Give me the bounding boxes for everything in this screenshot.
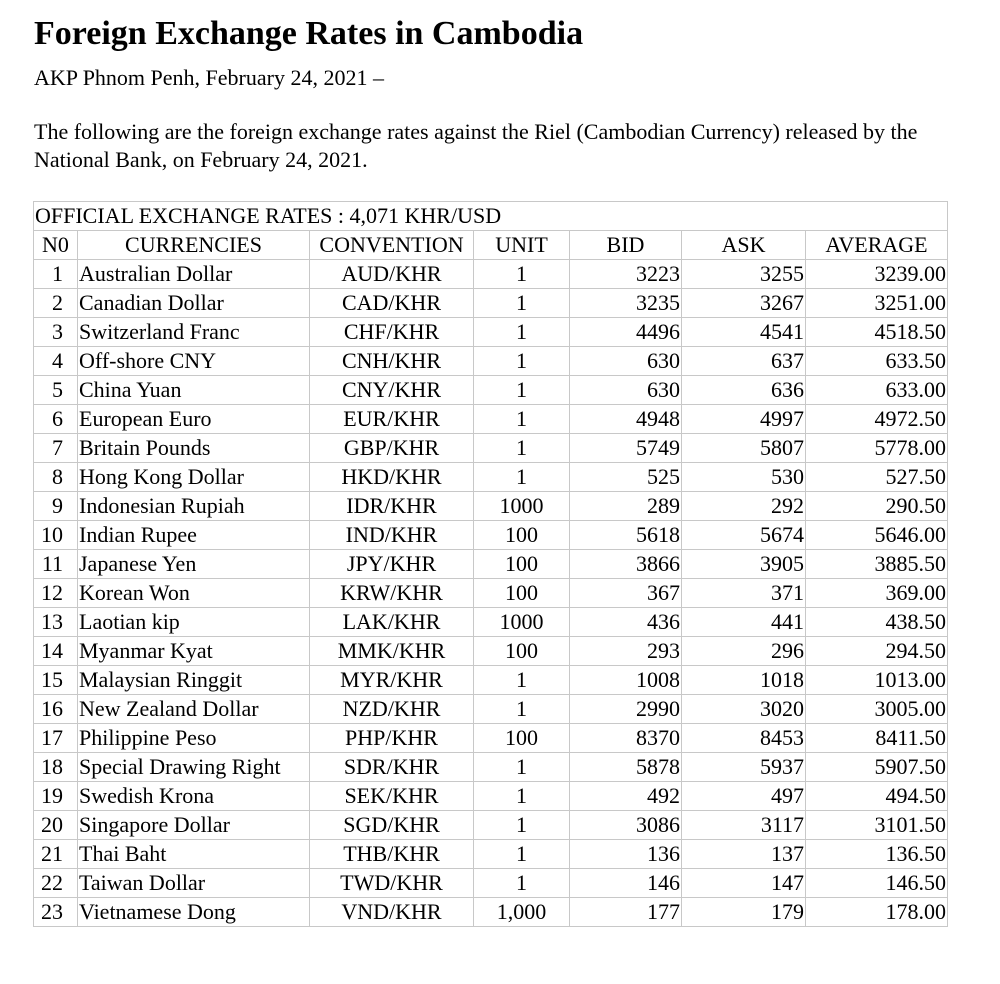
cell-bid: 630: [570, 347, 682, 376]
cell-currency: Indonesian Rupiah: [78, 492, 310, 521]
cell-convention: TWD/KHR: [310, 869, 474, 898]
cell-no: 17: [34, 724, 78, 753]
cell-currency: Indian Rupee: [78, 521, 310, 550]
cell-ask: 147: [682, 869, 806, 898]
dateline: AKP Phnom Penh, February 24, 2021 –: [34, 65, 384, 90]
cell-average: 3005.00: [806, 695, 948, 724]
cell-unit: 100: [474, 550, 570, 579]
cell-bid: 4496: [570, 318, 682, 347]
cell-unit: 1: [474, 289, 570, 318]
cell-convention: CNH/KHR: [310, 347, 474, 376]
cell-no: 8: [34, 463, 78, 492]
cell-currency: Britain Pounds: [78, 434, 310, 463]
column-header-convention: CONVENTION: [310, 231, 474, 260]
table-row: [34, 724, 948, 753]
cell-average: 5778.00: [806, 434, 948, 463]
cell-unit: 1: [474, 376, 570, 405]
cell-no: 5: [34, 376, 78, 405]
cell-average: 1013.00: [806, 666, 948, 695]
cell-average: 3885.50: [806, 550, 948, 579]
cell-convention: HKD/KHR: [310, 463, 474, 492]
cell-currency: Myanmar Kyat: [78, 637, 310, 666]
cell-bid: 289: [570, 492, 682, 521]
cell-unit: 1000: [474, 608, 570, 637]
cell-ask: 3267: [682, 289, 806, 318]
cell-average: 290.50: [806, 492, 948, 521]
cell-ask: 137: [682, 840, 806, 869]
cell-convention: CNY/KHR: [310, 376, 474, 405]
table-row: [34, 608, 948, 637]
cell-convention: VND/KHR: [310, 898, 474, 927]
cell-convention: SDR/KHR: [310, 753, 474, 782]
cell-no: 13: [34, 608, 78, 637]
cell-no: 3: [34, 318, 78, 347]
cell-ask: 3117: [682, 811, 806, 840]
cell-unit: 100: [474, 579, 570, 608]
table-row: [34, 782, 948, 811]
cell-unit: 1: [474, 260, 570, 289]
cell-unit: 1,000: [474, 898, 570, 927]
column-header-bid: BID: [570, 231, 682, 260]
cell-no: 15: [34, 666, 78, 695]
cell-unit: 1: [474, 666, 570, 695]
table-row: [34, 260, 948, 289]
cell-average: 178.00: [806, 898, 948, 927]
cell-convention: LAK/KHR: [310, 608, 474, 637]
cell-convention: SGD/KHR: [310, 811, 474, 840]
cell-average: 136.50: [806, 840, 948, 869]
cell-bid: 4948: [570, 405, 682, 434]
column-header-unit: UNIT: [474, 231, 570, 260]
cell-unit: 1: [474, 782, 570, 811]
cell-bid: 8370: [570, 724, 682, 753]
cell-convention: THB/KHR: [310, 840, 474, 869]
cell-average: 4972.50: [806, 405, 948, 434]
cell-convention: IDR/KHR: [310, 492, 474, 521]
cell-unit: 1000: [474, 492, 570, 521]
cell-bid: 630: [570, 376, 682, 405]
table-row: [34, 289, 948, 318]
cell-currency: Singapore Dollar: [78, 811, 310, 840]
cell-convention: NZD/KHR: [310, 695, 474, 724]
cell-unit: 1: [474, 840, 570, 869]
cell-ask: 636: [682, 376, 806, 405]
table-row: [34, 666, 948, 695]
cell-unit: 1: [474, 869, 570, 898]
exchange-rates-table: [33, 201, 948, 927]
cell-ask: 3255: [682, 260, 806, 289]
cell-convention: EUR/KHR: [310, 405, 474, 434]
cell-unit: 1: [474, 318, 570, 347]
cell-average: 633.50: [806, 347, 948, 376]
column-header-average: AVERAGE: [806, 231, 948, 260]
cell-unit: 1: [474, 695, 570, 724]
table-row: [34, 898, 948, 927]
cell-average: 8411.50: [806, 724, 948, 753]
cell-bid: 3086: [570, 811, 682, 840]
cell-no: 9: [34, 492, 78, 521]
cell-bid: 3235: [570, 289, 682, 318]
table-row: [34, 579, 948, 608]
cell-no: 14: [34, 637, 78, 666]
cell-convention: CHF/KHR: [310, 318, 474, 347]
cell-bid: 177: [570, 898, 682, 927]
intro-paragraph: The following are the foreign exchange rates against the Riel (Cambodian Currency) released by the National Bank, on February 24, 2021.: [34, 119, 918, 172]
official-rate-row: [34, 202, 948, 231]
page-title: Foreign Exchange Rates in Cambodia: [34, 15, 584, 52]
cell-currency: Philippine Peso: [78, 724, 310, 753]
table-row: [34, 347, 948, 376]
cell-no: 18: [34, 753, 78, 782]
cell-unit: 1: [474, 753, 570, 782]
cell-ask: 530: [682, 463, 806, 492]
cell-bid: 367: [570, 579, 682, 608]
cell-currency: Japanese Yen: [78, 550, 310, 579]
column-header-currencies: CURRENCIES: [78, 231, 310, 260]
cell-bid: 146: [570, 869, 682, 898]
cell-currency: Switzerland Franc: [78, 318, 310, 347]
cell-no: 6: [34, 405, 78, 434]
column-header-no: N0: [34, 231, 78, 260]
cell-average: 5907.50: [806, 753, 948, 782]
cell-no: 4: [34, 347, 78, 376]
table-row: [34, 840, 948, 869]
cell-convention: KRW/KHR: [310, 579, 474, 608]
cell-bid: 136: [570, 840, 682, 869]
cell-currency: European Euro: [78, 405, 310, 434]
cell-average: 4518.50: [806, 318, 948, 347]
table-row: [34, 318, 948, 347]
cell-bid: 2990: [570, 695, 682, 724]
table-row: [34, 811, 948, 840]
cell-no: 22: [34, 869, 78, 898]
cell-currency: Korean Won: [78, 579, 310, 608]
cell-unit: 1: [474, 347, 570, 376]
table-row: [34, 550, 948, 579]
cell-ask: 8453: [682, 724, 806, 753]
cell-currency: Off-shore CNY: [78, 347, 310, 376]
table-row: [34, 434, 948, 463]
cell-ask: 5807: [682, 434, 806, 463]
cell-ask: 1018: [682, 666, 806, 695]
cell-average: 494.50: [806, 782, 948, 811]
cell-currency: Hong Kong Dollar: [78, 463, 310, 492]
cell-average: 633.00: [806, 376, 948, 405]
cell-bid: 436: [570, 608, 682, 637]
cell-ask: 296: [682, 637, 806, 666]
cell-no: 10: [34, 521, 78, 550]
cell-convention: AUD/KHR: [310, 260, 474, 289]
cell-bid: 3866: [570, 550, 682, 579]
cell-unit: 100: [474, 724, 570, 753]
table-row: [34, 695, 948, 724]
cell-ask: 5937: [682, 753, 806, 782]
table-row: [34, 405, 948, 434]
cell-ask: 497: [682, 782, 806, 811]
cell-convention: SEK/KHR: [310, 782, 474, 811]
cell-ask: 4541: [682, 318, 806, 347]
cell-no: 12: [34, 579, 78, 608]
cell-convention: CAD/KHR: [310, 289, 474, 318]
cell-ask: 292: [682, 492, 806, 521]
cell-no: 20: [34, 811, 78, 840]
cell-no: 11: [34, 550, 78, 579]
cell-unit: 1: [474, 434, 570, 463]
cell-currency: Malaysian Ringgit: [78, 666, 310, 695]
cell-average: 5646.00: [806, 521, 948, 550]
cell-currency: New Zealand Dollar: [78, 695, 310, 724]
cell-convention: JPY/KHR: [310, 550, 474, 579]
cell-bid: 293: [570, 637, 682, 666]
cell-average: 527.50: [806, 463, 948, 492]
cell-convention: GBP/KHR: [310, 434, 474, 463]
table-row: [34, 753, 948, 782]
table-row: [34, 463, 948, 492]
cell-average: 3239.00: [806, 260, 948, 289]
cell-ask: 5674: [682, 521, 806, 550]
cell-ask: 371: [682, 579, 806, 608]
cell-unit: 1: [474, 463, 570, 492]
cell-no: 1: [34, 260, 78, 289]
cell-average: 146.50: [806, 869, 948, 898]
cell-ask: 4997: [682, 405, 806, 434]
cell-ask: 441: [682, 608, 806, 637]
cell-ask: 3905: [682, 550, 806, 579]
cell-ask: 637: [682, 347, 806, 376]
cell-bid: 5878: [570, 753, 682, 782]
cell-bid: 1008: [570, 666, 682, 695]
cell-average: 369.00: [806, 579, 948, 608]
column-header-ask: ASK: [682, 231, 806, 260]
cell-unit: 100: [474, 521, 570, 550]
cell-convention: MMK/KHR: [310, 637, 474, 666]
cell-bid: 492: [570, 782, 682, 811]
cell-ask: 3020: [682, 695, 806, 724]
table-row: [34, 492, 948, 521]
cell-currency: Swedish Krona: [78, 782, 310, 811]
cell-currency: Taiwan Dollar: [78, 869, 310, 898]
cell-currency: China Yuan: [78, 376, 310, 405]
table-row: [34, 869, 948, 898]
cell-convention: IND/KHR: [310, 521, 474, 550]
header-row: [34, 231, 948, 260]
cell-currency: Australian Dollar: [78, 260, 310, 289]
cell-bid: 5618: [570, 521, 682, 550]
cell-bid: 3223: [570, 260, 682, 289]
cell-convention: PHP/KHR: [310, 724, 474, 753]
cell-currency: Vietnamese Dong: [78, 898, 310, 927]
cell-average: 294.50: [806, 637, 948, 666]
cell-no: 23: [34, 898, 78, 927]
cell-currency: Laotian kip: [78, 608, 310, 637]
cell-bid: 525: [570, 463, 682, 492]
cell-average: 3101.50: [806, 811, 948, 840]
cell-average: 438.50: [806, 608, 948, 637]
cell-currency: Thai Baht: [78, 840, 310, 869]
official-rate-label: OFFICIAL EXCHANGE RATES : 4,071 KHR/USD: [34, 202, 948, 231]
cell-unit: 100: [474, 637, 570, 666]
cell-bid: 5749: [570, 434, 682, 463]
cell-no: 21: [34, 840, 78, 869]
table-row: [34, 637, 948, 666]
cell-no: 7: [34, 434, 78, 463]
cell-convention: MYR/KHR: [310, 666, 474, 695]
cell-unit: 1: [474, 811, 570, 840]
cell-unit: 1: [474, 405, 570, 434]
cell-currency: Canadian Dollar: [78, 289, 310, 318]
cell-no: 19: [34, 782, 78, 811]
table-row: [34, 521, 948, 550]
cell-no: 16: [34, 695, 78, 724]
cell-currency: Special Drawing Right: [78, 753, 310, 782]
cell-ask: 179: [682, 898, 806, 927]
cell-no: 2: [34, 289, 78, 318]
cell-average: 3251.00: [806, 289, 948, 318]
table-row: [34, 376, 948, 405]
